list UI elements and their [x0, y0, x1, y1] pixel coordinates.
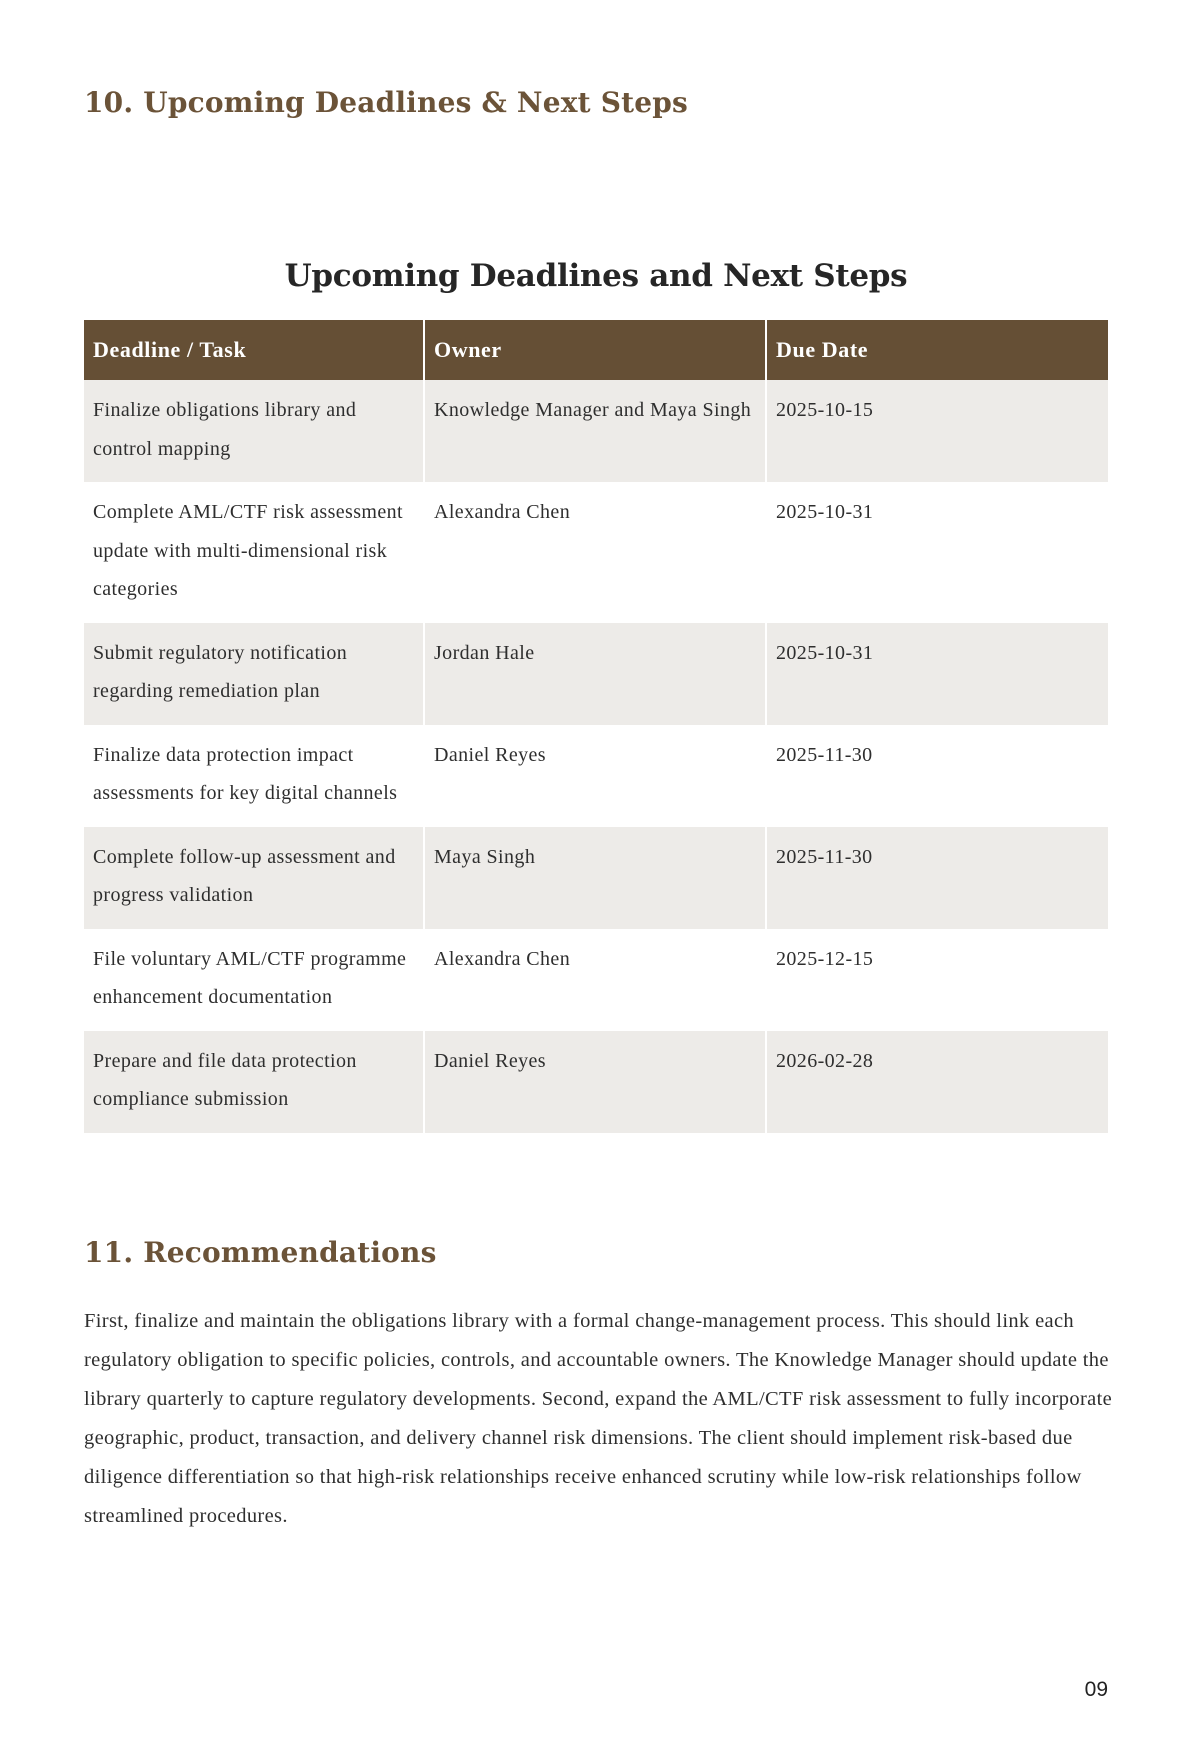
task-cell: Finalize data protection impact assessments for key digital channels [84, 725, 424, 827]
table-row [84, 482, 1108, 623]
due-date-cell: 2025-10-31 [766, 623, 1108, 725]
task-cell: File voluntary AML/CTF programme enhancement documentation [84, 929, 424, 1031]
owner-cell: Maya Singh [424, 827, 766, 929]
table-row [84, 929, 1108, 1031]
due-date-cell: 2025-10-15 [766, 380, 1108, 482]
table-row [84, 1031, 1108, 1133]
due-date-cell: 2025-11-30 [766, 827, 1108, 929]
table-row [84, 827, 1108, 929]
due-date-cell: 2025-10-31 [776, 501, 874, 523]
due-date-cell: 2025-11-30 [776, 743, 873, 766]
table-title: Upcoming Deadlines and Next Steps [284, 258, 908, 294]
task-cell: Prepare and file data protection compliance submission [84, 1031, 424, 1133]
owner-cell: Jordan Hale [424, 623, 766, 725]
column-header-owner: Owner [424, 320, 766, 380]
recommendations-paragraph: First, finalize and maintain the obligations library with a formal change-management process. This should link each regulatory obligation to specific policies, controls, and accountable owners. The Knowledge Manager should update the library quarterly to capture regulatory developments. Second, expand the AML/CTF risk assessment to fully incorporate geographic, product, transaction, and delivery channel risk dimensions. The client should implement risk-based due diligence differentiation so that high-risk relationships receive enhanced scrutiny while low-risk relationships follow streamlined procedures. [84, 1310, 1113, 1527]
owner-cell: Daniel Reyes [424, 725, 766, 827]
section-heading-recommendations: 11. Recommendations [84, 1236, 437, 1269]
task-cell: Finalize obligations library and control mapping [84, 380, 424, 482]
table-row [84, 725, 1108, 827]
task-cell: Complete AML/CTF risk assessment update with multi-dimensional risk categories [84, 482, 424, 623]
task-cell: Submit regulatory notification regarding remediation plan [84, 623, 424, 725]
page-number: 09 [1084, 1678, 1108, 1701]
task-cell: Complete follow-up assessment and progress validation [84, 827, 424, 929]
section-heading-deadlines: 10. Upcoming Deadlines & Next Steps [84, 86, 689, 119]
owner-cell: Alexandra Chen [424, 929, 766, 1031]
owner-cell: Alexandra Chen [424, 482, 766, 623]
table-row [84, 380, 1108, 482]
deadlines-table [84, 320, 1108, 1133]
table-row [84, 623, 1108, 725]
due-date-cell: 2026-02-28 [766, 1031, 1108, 1133]
column-header-due-date: Due Date [766, 320, 1108, 380]
owner-cell: Daniel Reyes [424, 1031, 766, 1133]
column-header-task: Deadline / Task [84, 320, 424, 380]
owner-cell: Knowledge Manager and Maya Singh [424, 380, 766, 482]
table-header-row [84, 320, 1108, 380]
due-date-cell: 2025-12-15 [776, 947, 874, 970]
